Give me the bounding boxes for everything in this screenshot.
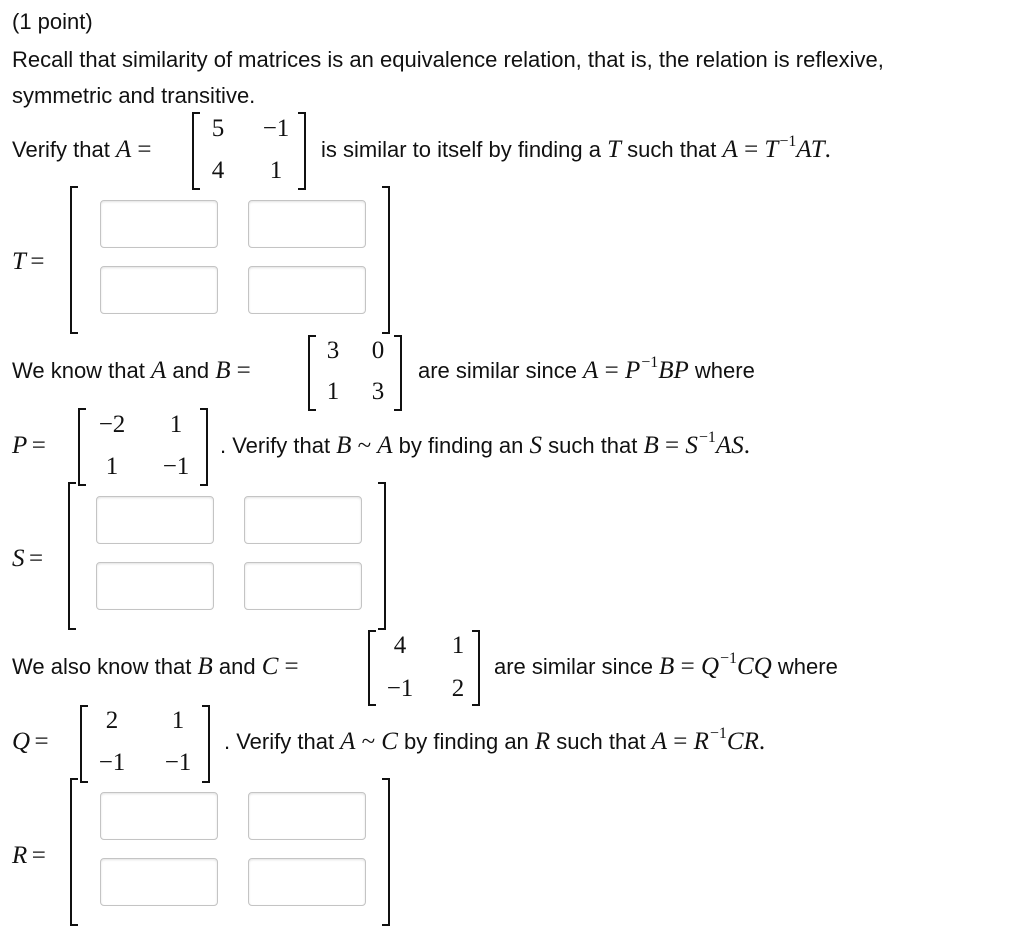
- part3-statement-rest: are similar since $B = Q^{-1}CQ$ where: [494, 650, 838, 680]
- S-label: S =: [12, 545, 44, 572]
- S-input-r1c2[interactable]: [244, 496, 362, 544]
- T-input-r1c2[interactable]: [248, 200, 366, 248]
- matrix-cell: −1: [98, 749, 126, 776]
- R-input-r1c1[interactable]: [100, 792, 218, 840]
- R-input-r1c2[interactable]: [248, 792, 366, 840]
- matrix-cell: 2: [105, 707, 119, 734]
- S-input-r2c1[interactable]: [96, 562, 214, 610]
- matrix-cell: 5: [211, 115, 225, 142]
- S-input-r2c2[interactable]: [244, 562, 362, 610]
- matrix-cell: 1: [105, 453, 119, 480]
- matrix-cell: 1: [171, 707, 185, 734]
- T-input-r2c1[interactable]: [100, 266, 218, 314]
- matrix-cell: −1: [386, 675, 414, 702]
- matrix-cell: 2: [451, 675, 465, 702]
- R-label: R =: [12, 842, 46, 869]
- T-label: T =: [12, 248, 45, 275]
- part2-verify: . Verify that B ~ A by finding an S such that $B = S^{-1}AS$.: [220, 429, 750, 459]
- matrix-cell: −1: [162, 453, 190, 480]
- matrix-cell: 3: [371, 378, 385, 405]
- Q-label: Q =: [12, 728, 49, 755]
- matrix-cell: 1: [326, 378, 340, 405]
- part1-statement-rest: is similar to itself by finding a T such that $A = T^{-1}AT$.: [321, 133, 831, 163]
- matrix-cell: −1: [164, 749, 192, 776]
- matrix-cell: 1: [169, 411, 183, 438]
- part3-verify: . Verify that A ~ C by finding an R such that $A = R^{-1}CR$.: [224, 725, 766, 755]
- part2-statement: We know that A and B =: [12, 357, 251, 384]
- T-input-r1c1[interactable]: [100, 200, 218, 248]
- R-input-r2c2[interactable]: [248, 858, 366, 906]
- intro-line-2: symmetric and transitive.: [12, 83, 256, 108]
- matrix-cell: −1: [262, 115, 290, 142]
- matrix-cell: −2: [98, 411, 126, 438]
- part3-statement: We also know that B and C =: [12, 653, 299, 680]
- S-input-r1c1[interactable]: [96, 496, 214, 544]
- matrix-cell: 1: [451, 632, 465, 659]
- matrix-cell: 4: [393, 632, 407, 659]
- matrix-cell: 1: [269, 157, 283, 184]
- T-input-r2c2[interactable]: [248, 266, 366, 314]
- intro-line-1: Recall that similarity of matrices is an equivalence relation, that is, the relation is reflexive,: [12, 47, 884, 72]
- matrix-cell: 4: [211, 157, 225, 184]
- R-input-r2c1[interactable]: [100, 858, 218, 906]
- part2-statement-rest: are similar since $A = P^{-1}BP$ where: [418, 354, 755, 384]
- P-label: P =: [12, 432, 46, 459]
- points-label: (1 point): [12, 9, 93, 34]
- matrix-cell: 3: [326, 337, 340, 364]
- matrix-cell: 0: [371, 337, 385, 364]
- part1-statement: Verify that A =: [12, 136, 152, 163]
